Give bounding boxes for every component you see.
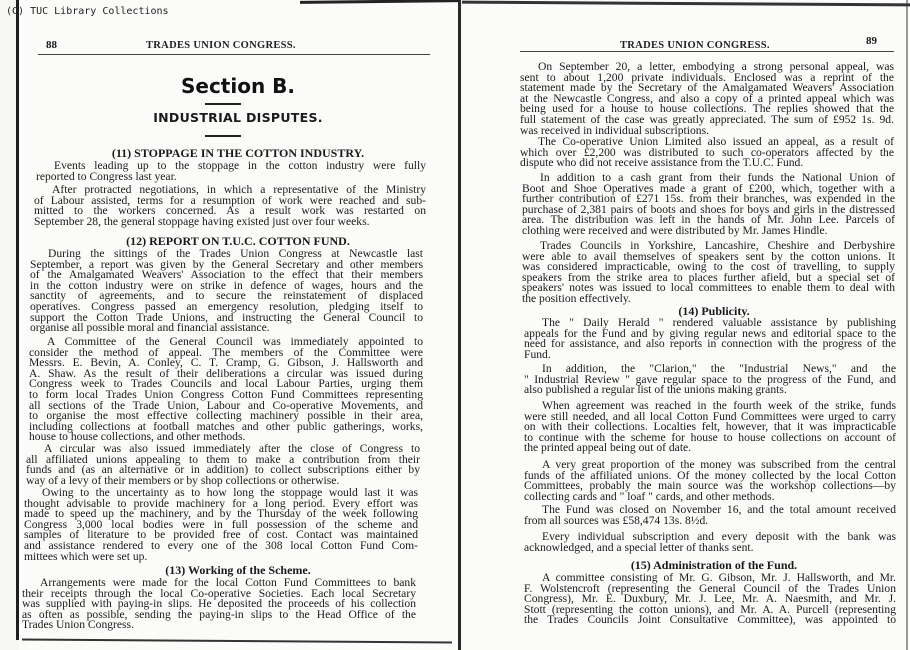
text-line: A. Shaw. As the result of their deliberations a circular was issued during <box>29 366 423 380</box>
paragraph <box>34 185 426 227</box>
book-spine-gutter <box>458 0 461 650</box>
subtitle-divider <box>205 135 241 137</box>
title-divider <box>205 103 241 105</box>
text-line: of the Amalgamated Weavers' Association to the effect that their members <box>30 268 423 282</box>
paragraph <box>36 161 426 182</box>
text-line: A committee consisting of Mr. G. Gibson, Mr. J. Hallsworth, and Mr. <box>542 571 896 584</box>
text-line: The Fund was closed on November 16, and the total amount received <box>542 503 896 516</box>
text-line: Boot and Shoe Operatives made a grant of £200, which, together with a <box>522 181 895 195</box>
paragraph <box>524 401 896 454</box>
text-line: the printed appeal being out of date. <box>524 441 692 455</box>
text-line: On September 20, a letter, embodying a strong personal appeal, was <box>538 60 894 73</box>
text-line: funds and (as an alternative or in addition) to collect subscriptions either by <box>26 463 420 477</box>
paragraph <box>24 488 418 562</box>
section-subtitle: INDUSTRIAL DISPUTES. <box>153 110 323 125</box>
text-line: samples of literature to be provided free of cost. Contact was maintained <box>24 528 418 542</box>
paragraph <box>524 532 896 553</box>
paragraph <box>524 573 896 626</box>
text-line: organise all possible moral and financial assistance. <box>30 321 270 335</box>
text-line: sent to about 1,200 private individuals. Enclosed was a reprint of the <box>520 70 894 84</box>
heading-12: (12) REPORT ON T.U.C. COTTON FUND. <box>126 234 350 248</box>
text-line: dispute who did not receive assistance from the T.U.C. Fund. <box>520 156 804 170</box>
text-line: all sections of the Trade Union, Labour and Co-operative Movements, and <box>29 398 423 412</box>
paragraph <box>520 137 894 169</box>
text-line: clothing were received and were distributed by Mr. James Hindle. <box>522 223 828 237</box>
text-line: full statement of the case was greatly appreciated. The sum of £952 1s. 9d. <box>520 112 894 126</box>
paragraph <box>30 249 423 334</box>
text-line: on with their collections. Localties felt, however, that it was impracticable <box>524 420 896 434</box>
text-line: being used for a house to house collections. The replies showed that the <box>520 102 894 116</box>
text-line: to organise the most effective collecting machinery possible in their area, <box>29 409 423 423</box>
text-line: from all sources was £58,474 13s. 8½d. <box>524 513 709 527</box>
text-line: was supplied with paying-in slips. He deposited the proceeds of his collection <box>22 597 416 611</box>
header-rule <box>38 54 430 55</box>
paragraph <box>524 364 896 396</box>
page-number: 89 <box>866 35 877 47</box>
left-page <box>18 0 458 650</box>
paragraph <box>524 505 896 526</box>
heading-14: (14) Publicity. <box>678 304 750 318</box>
text-line: In addition, the "Clarion," the "Industrial News," and the <box>542 362 896 375</box>
text-line: of Labour assisted, terms for a resumption of work were reached and sub- <box>34 193 426 207</box>
running-head: TRADES UNION CONGRESS. <box>620 40 770 51</box>
text-line: F. Wolstencroft (representing the General Council of the Trades Union <box>524 581 896 595</box>
text-line: further contribution of £271 15s. from their branches, was expended in the <box>522 192 895 206</box>
paragraph <box>29 337 423 443</box>
text-line: acknowledged, and a special letter of thanks sent. <box>524 540 754 554</box>
text-line: way of a levy of their members or by shop collections or otherwise. <box>26 473 340 487</box>
running-head: TRADES UNION CONGRESS. <box>146 40 296 51</box>
text-line: When agreement was reached in the fourth week of the strike, funds <box>542 399 896 412</box>
text-line: and assistance rendered to every one of the 308 local Cotton Fund Com- <box>24 538 418 552</box>
text-line: Congress week to Trades Councils and local Labour Parties, urging them <box>29 377 423 391</box>
text-line: their receipts through the local Co-operative Societies. Each local Secretary <box>22 586 416 600</box>
text-line: A very great proportion of the money was subscribed from the central <box>542 458 896 471</box>
text-line: Stott (representing the cotton unions), and Mr. A. A. Purcell (representing <box>524 602 896 616</box>
text-line: thought advisable to provide machinery for a long period. Every effort was <box>24 496 418 510</box>
text-line: purchase of 2,381 pairs of boots and shoes for boys and girls in the distressed <box>522 202 895 216</box>
text-line: including collections at football matches and other public gatherings, works, <box>29 419 423 433</box>
text-line: house to house collections, and other methods. <box>29 430 246 444</box>
text-line: were still needed, and all local Cotton Fund Committees were urged to carry <box>524 409 896 423</box>
text-line: as often as possible, sending the paying-in slips to the Head Office of the <box>22 607 416 621</box>
text-line: " Industrial Review " gave regular space to the progress of the Fund, and <box>524 372 896 386</box>
heading-15: (15) Administration of the Fund. <box>630 558 798 572</box>
text-line: support the Cotton Trade Unions, and instructing the General Council to <box>30 310 423 324</box>
text-line: need for assistance, and also reports in connection with the progress of the <box>524 337 896 351</box>
text-line: September, a report was given by the General Secretary and other members <box>30 257 423 271</box>
text-line: at the Newcastle Congress, and also a copy of a printed appeal which was <box>520 91 894 105</box>
text-line: Arrangements were made for the local Cotton Fund Committees to bank <box>40 576 416 589</box>
text-line: the Trades Councils Joint Consultative Committee), was appointed to <box>524 613 896 627</box>
text-line: During the sittings of the Trades Union Congress at Newcastle last <box>48 247 423 260</box>
text-line: made to speed up the machinery, and by the Thursday of the week following <box>24 507 418 521</box>
paragraph <box>22 578 416 631</box>
text-line: Owing to the uncertainty as to how long the stoppage would last it was <box>42 486 418 499</box>
text-line: area. The distribution was left in the hands of Mr. John Lee. Parcels of <box>522 213 895 227</box>
text-line: A Committee of the General Council was immediately appointed to <box>47 335 423 348</box>
text-line: Fund. <box>524 347 551 361</box>
text-line: operatives. Congress passed an emergency resolution, pledging itself to <box>30 299 423 313</box>
text-line: Trades Union Congress. <box>22 618 134 632</box>
text-line: were able to avail themselves of speakers sent by the cotton unions. It <box>522 249 895 263</box>
left-page-edge <box>16 0 19 640</box>
text-line: the position effectively. <box>522 291 631 305</box>
text-line: mitted to the workers concerned. As a result work was restarted on <box>34 204 426 218</box>
text-line: Events leading up to the stoppage in the cotton industry were fully <box>54 159 426 172</box>
text-line: funds of the affiliated unions. Of the money collected by the local Cotton <box>524 468 896 482</box>
text-line: The Co-operative Union Limited also issued an appeal, as a result of <box>538 135 894 148</box>
text-line: Committees, probably the main source was the workshop collections—by <box>524 479 896 493</box>
text-line: Trades Councils in Yorkshire, Lancashire, Cheshire and Derbyshire <box>540 239 895 252</box>
text-line: September 28, the general stoppage having existed just over four weeks. <box>34 214 370 228</box>
text-line: in the cotton industry were on strike in defence of wages, hours and the <box>30 278 423 292</box>
text-line: collecting cards and " loaf " cards, and other methods. <box>524 489 775 503</box>
text-line: sanctity of agreements, and to secure the reinstatement of displaced <box>30 289 423 303</box>
right-page <box>462 0 910 650</box>
paragraph <box>524 318 896 360</box>
copyright-watermark: (C) TUC Library Collections <box>6 6 169 17</box>
text-line: Congress 3,000 local bodies were in full possession of the scheme and <box>24 517 418 531</box>
paragraph <box>522 173 895 237</box>
page-number: 88 <box>46 39 57 51</box>
text-line: In addition to a cash grant from their funds the National Union of <box>540 171 895 184</box>
text-line: After protracted negotiations, in which a representative of the Ministry <box>52 183 426 196</box>
text-line: Every individual subscription and every deposit with the bank was <box>542 530 896 543</box>
text-line: The " Daily Herald " rendered valuable assistance by publishing <box>542 316 896 329</box>
text-line: to form local Trades Union Congress Cotton Fund Committees representing <box>29 387 423 401</box>
paragraph <box>522 241 895 305</box>
text-line: also published a regular list of the unions making grants. <box>524 383 787 397</box>
text-line: all affiliated unions appealing to them to make a contribution from their <box>26 452 420 466</box>
paragraph <box>524 460 896 502</box>
text-line: speakers' notes was issued to local committees to enable them to deal with <box>522 281 895 295</box>
text-line: to continue with the scheme for house to house collections on account of <box>524 430 896 444</box>
text-line: A circular was also issued immediately after the close of Congress to <box>44 442 420 455</box>
text-line: Messrs. E. Bevin, A. Conley, C. T. Cramp, G. Gibson, J. Hallsworth and <box>29 356 423 370</box>
text-line: consider the method of appeal. The members of the Committee were <box>29 345 423 359</box>
text-line: reported to Congress last year. <box>36 169 177 183</box>
text-line: speakers from the strike area to places further afield, but a special set of <box>522 270 895 284</box>
text-line: mittees which were set up. <box>24 549 148 563</box>
section-title: Section B. <box>180 74 296 98</box>
heading-13: (13) Working of the Scheme. <box>165 563 311 577</box>
text-line: Congress), Mr. E. Duxbury, Mr. J. Lee, Mr. A. Naesmith, and Mr. J. <box>524 592 896 606</box>
text-line: appeals for the Fund and by giving regular news and editorial space to the <box>524 326 896 340</box>
heading-11: (11) STOPPAGE IN THE COTTON INDUSTRY. <box>111 146 365 160</box>
right-page-edge <box>906 0 908 650</box>
paragraph <box>520 62 894 136</box>
header-rule <box>520 51 894 52</box>
text-line: was considered impracticable, owing to the cost of travelling, to supply <box>522 260 895 274</box>
text-line: which over £2,200 was distributed to such co-operators affected by the <box>520 145 894 159</box>
paragraph <box>26 444 420 486</box>
text-line: statement made by the Secretary of the Amalgamated Weavers' Association <box>520 81 894 95</box>
text-line: was received in individual subscriptions. <box>520 123 710 137</box>
